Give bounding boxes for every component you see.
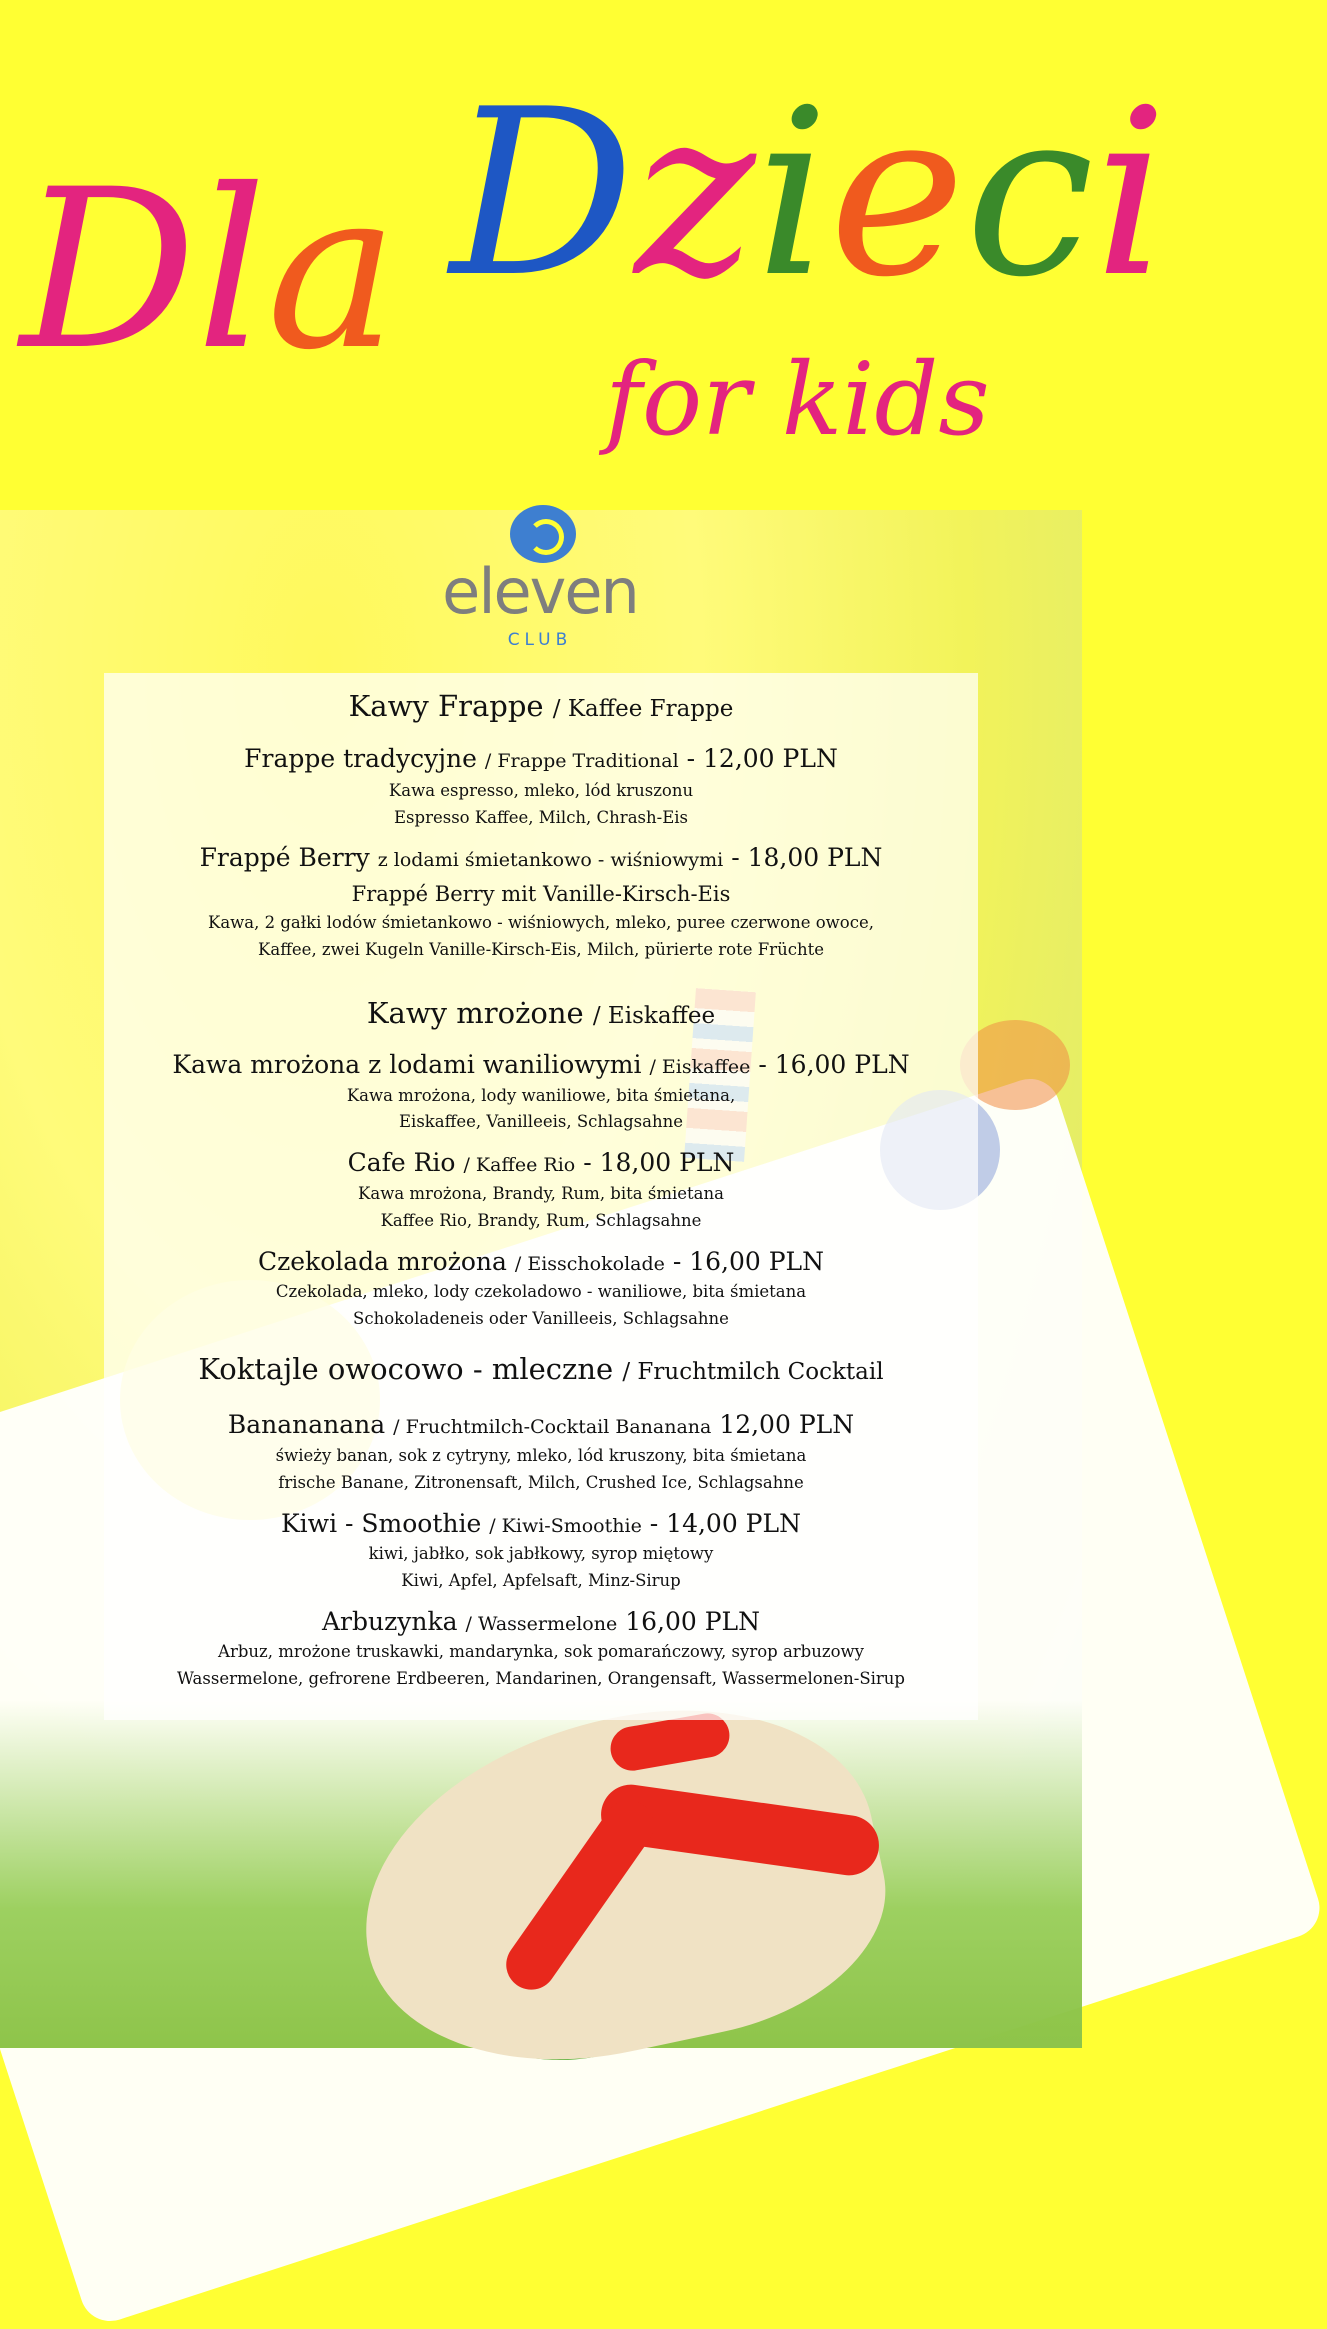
item-name-pl: Arbuzynka [321,1607,458,1636]
menu-item-name [104,843,978,872]
item-price: - 18,00 PLN [731,843,883,872]
item-name-de: / Kiwi-Smoothie [489,1515,642,1537]
item-name-pl: Banananana [227,1410,386,1439]
menu-panel [104,673,978,1720]
item-name-pl: Kawa mrożona z lodami waniliowymi [172,1050,642,1079]
item-desc-pl: Kawa mrożona, Brandy, Rum, bita śmietana [358,1184,724,1203]
item-desc-pl: Kawa, 2 gałki lodów śmietankowo - wiśniowych, mleko, puree czerwone owoce, [208,913,874,932]
section-title-pl: Kawy Frappe [348,689,544,723]
menu-item-name [104,1607,978,1636]
item-desc-de: Kaffee, zwei Kugeln Vanille-Kirsch-Eis, Milch, pürierte rote Früchte [258,940,824,959]
item-name-de: / Eiskaffee [649,1056,751,1078]
item-desc-de: Kaffee Rio, Brandy, Rum, Schlagsahne [380,1211,702,1230]
section-title [104,689,978,723]
item-name-de: / Wassermelone [465,1613,618,1635]
menu-item-name [104,1050,978,1079]
item-desc-pl: świeży banan, sok z cytryny, mleko, lód kruszony, bita śmietana [275,1446,807,1465]
item-desc-de: Kiwi, Apfel, Apfelsaft, Minz-Sirup [401,1571,681,1590]
item-price: - 14,00 PLN [649,1509,801,1538]
item-name-pl: Czekolada mrożona [257,1247,507,1276]
item-desc-de: frische Banane, Zitronensaft, Milch, Crushed Ice, Schlagsahne [278,1473,804,1492]
eleven-club-logo [420,505,660,665]
item-desc-pl: Arbuz, mrożone truskawki, mandarynka, sok pomarańczowy, syrop arbuzowy [218,1642,864,1661]
item-name-de: / Frappe Traditional [484,750,679,772]
item-price: - 18,00 PLN [583,1148,735,1177]
menu-item-name [104,1247,978,1276]
section-title-de: / Eiskaffee [592,1003,716,1029]
menu-item-name [104,1509,978,1538]
section-title-pl: Kawy mrożone [366,996,584,1030]
section-title [104,1352,978,1386]
menu-item-name [104,1410,978,1439]
item-price: - 16,00 PLN [672,1247,825,1276]
item-desc-pl: kiwi, jabłko, sok jabłkowy, syrop miętowy [368,1544,714,1563]
item-price: - 12,00 PLN [686,744,838,773]
item-name-pl: Frappe tradycyjne [244,744,477,773]
item-desc-pl: Kawa espresso, mleko, lód kruszonu [388,781,694,800]
item-name-de: / Fruchtmilch-Cocktail Bananana [393,1416,712,1438]
item-name-secondary: Frappé Berry mit Vanille-Kirsch-Eis [351,882,731,906]
menu-item-name [104,1148,978,1177]
item-name-pl: Cafe Rio [347,1148,456,1177]
item-name-de: / Eisschokolade [514,1253,665,1275]
section-title [104,996,978,1030]
item-desc-de: Eiskaffee, Vanilleeis, Schlagsahne [399,1112,683,1131]
item-desc-pl: Kawa mrożona, lody waniliowe, bita śmietana, [346,1086,736,1105]
item-price: 16,00 PLN [625,1607,761,1636]
title-word-dla: Dla [20,142,398,398]
item-desc-de: Wassermelone, gefrorene Erdbeeren, Mandarinen, Orangensaft, Wassermelonen-Sirup [177,1669,905,1688]
logo-sub: CLUB [507,630,573,650]
item-desc-de: Espresso Kaffee, Milch, Chrash-Eis [394,808,688,827]
title-word-dzieci: Dzieci [450,61,1168,328]
section-title-pl: Koktajle owocowo - mleczne [198,1352,614,1386]
logo-name: eleven [442,555,638,628]
item-name-de: / Kaffee Rio [463,1154,576,1176]
item-desc-de: Schokoladeneis oder Vanilleeis, Schlagsahne [353,1309,729,1328]
menu-item-name [104,744,978,773]
item-price: 12,00 PLN [719,1410,855,1439]
item-name-pl: Kiwi - Smoothie [281,1509,482,1538]
item-desc-pl: Czekolada, mleko, lody czekoladowo - waniliowe, bita śmietana [275,1282,807,1301]
item-name-de: z lodami śmietankowo - wiśniowymi [377,849,724,871]
page-title [10,60,1168,480]
item-name-pl: Frappé Berry [199,843,370,872]
section-title-de: / Fruchtmilch Cocktail [622,1359,884,1385]
section-title-de: / Kaffee Frappe [552,696,734,722]
title-subtitle: for kids [605,341,990,458]
item-price: - 16,00 PLN [758,1050,910,1079]
